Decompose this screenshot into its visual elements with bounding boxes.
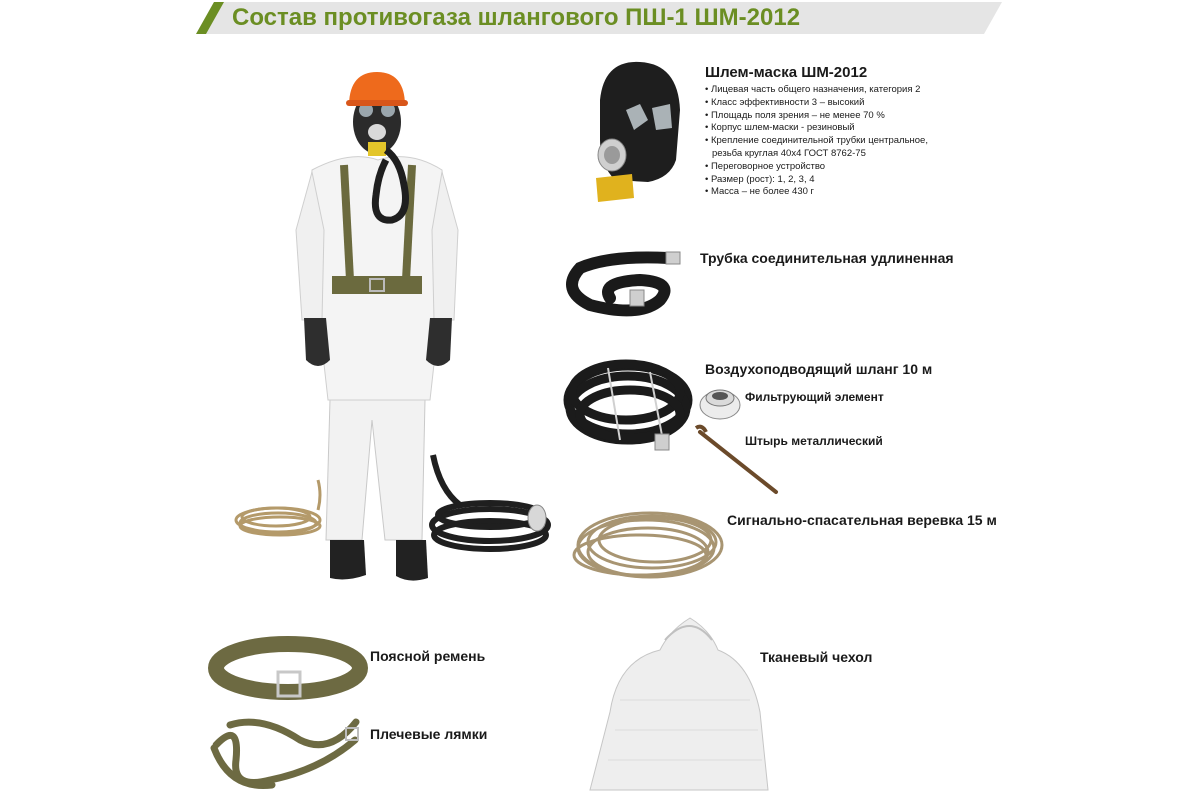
- label-stake: Штырь металлический: [745, 434, 883, 448]
- mask-spec-list: [705, 84, 928, 199]
- hose-coil-feet: [432, 455, 548, 549]
- suit-legs: [326, 400, 425, 540]
- page-title: Состав противогаза шлангового ПШ-1 ШМ-2012: [232, 4, 801, 31]
- spec-text: Площадь поля зрения – не менее 70 %: [710, 109, 885, 121]
- spec-item: [705, 174, 928, 187]
- rope-coil-left: [236, 480, 320, 535]
- spec-text: Крепление соединительной трубки центральное,: [710, 135, 928, 147]
- label-hose: Воздухоподводящий шланг 10 м: [705, 361, 933, 377]
- right-boot: [396, 540, 428, 581]
- filter-product: [700, 390, 740, 419]
- mask-title: Шлем-маска ШМ-2012: [705, 64, 868, 81]
- label-tube: Трубка соединительная удлиненная: [700, 250, 954, 266]
- right-glove: [426, 318, 452, 366]
- tube-product: [572, 257, 668, 310]
- rope-product: [574, 513, 722, 577]
- label-rope: Сигнально-спасательная веревка 15 м: [727, 512, 997, 528]
- label-bag: Тканевый чехол: [760, 649, 873, 665]
- bag-product: [590, 618, 768, 790]
- person-figure: [236, 72, 548, 581]
- helmet-brim: [346, 100, 408, 106]
- spec-item: [705, 110, 928, 123]
- helmet: [349, 72, 405, 104]
- spec-text: Переговорное устройство: [710, 160, 826, 172]
- belt-product: [216, 644, 360, 696]
- label-filter: Фильтрующий элемент: [745, 390, 884, 404]
- spec-text: Лицевая часть общего назначения, категория 2: [710, 84, 921, 95]
- left-boot: [330, 540, 366, 579]
- spec-text: Корпус шлем-маски - резиновый: [710, 122, 855, 134]
- spec-item: [705, 84, 928, 97]
- hose-connector: [528, 505, 546, 531]
- straps-product: [214, 722, 356, 786]
- label-straps: Плечевые лямки: [370, 726, 488, 742]
- spec-item: [705, 186, 928, 199]
- spec-text: Размер (рост): 1, 2, 3, 4: [710, 173, 815, 185]
- mask-adapter: [368, 142, 386, 156]
- spec-item: [705, 122, 928, 135]
- left-glove: [304, 318, 330, 366]
- spec-text-continuation: резьба круглая 40х4 ГОСТ 8762-75: [712, 147, 866, 159]
- tube-connector-top: [666, 252, 680, 264]
- mask-product: [596, 62, 680, 202]
- label-belt: Поясной ремень: [370, 648, 486, 664]
- hose-connector-end: [655, 434, 669, 450]
- spec-item: [705, 135, 928, 161]
- spec-item: [705, 97, 928, 110]
- mask-valve: [368, 124, 386, 140]
- spec-text: Масса – не более 430 г: [710, 186, 815, 198]
- hose-product: [568, 364, 688, 440]
- spec-text: Класс эффективности 3 – высокий: [710, 96, 865, 108]
- tube-connector-bottom: [630, 290, 644, 306]
- spec-item: [705, 161, 928, 174]
